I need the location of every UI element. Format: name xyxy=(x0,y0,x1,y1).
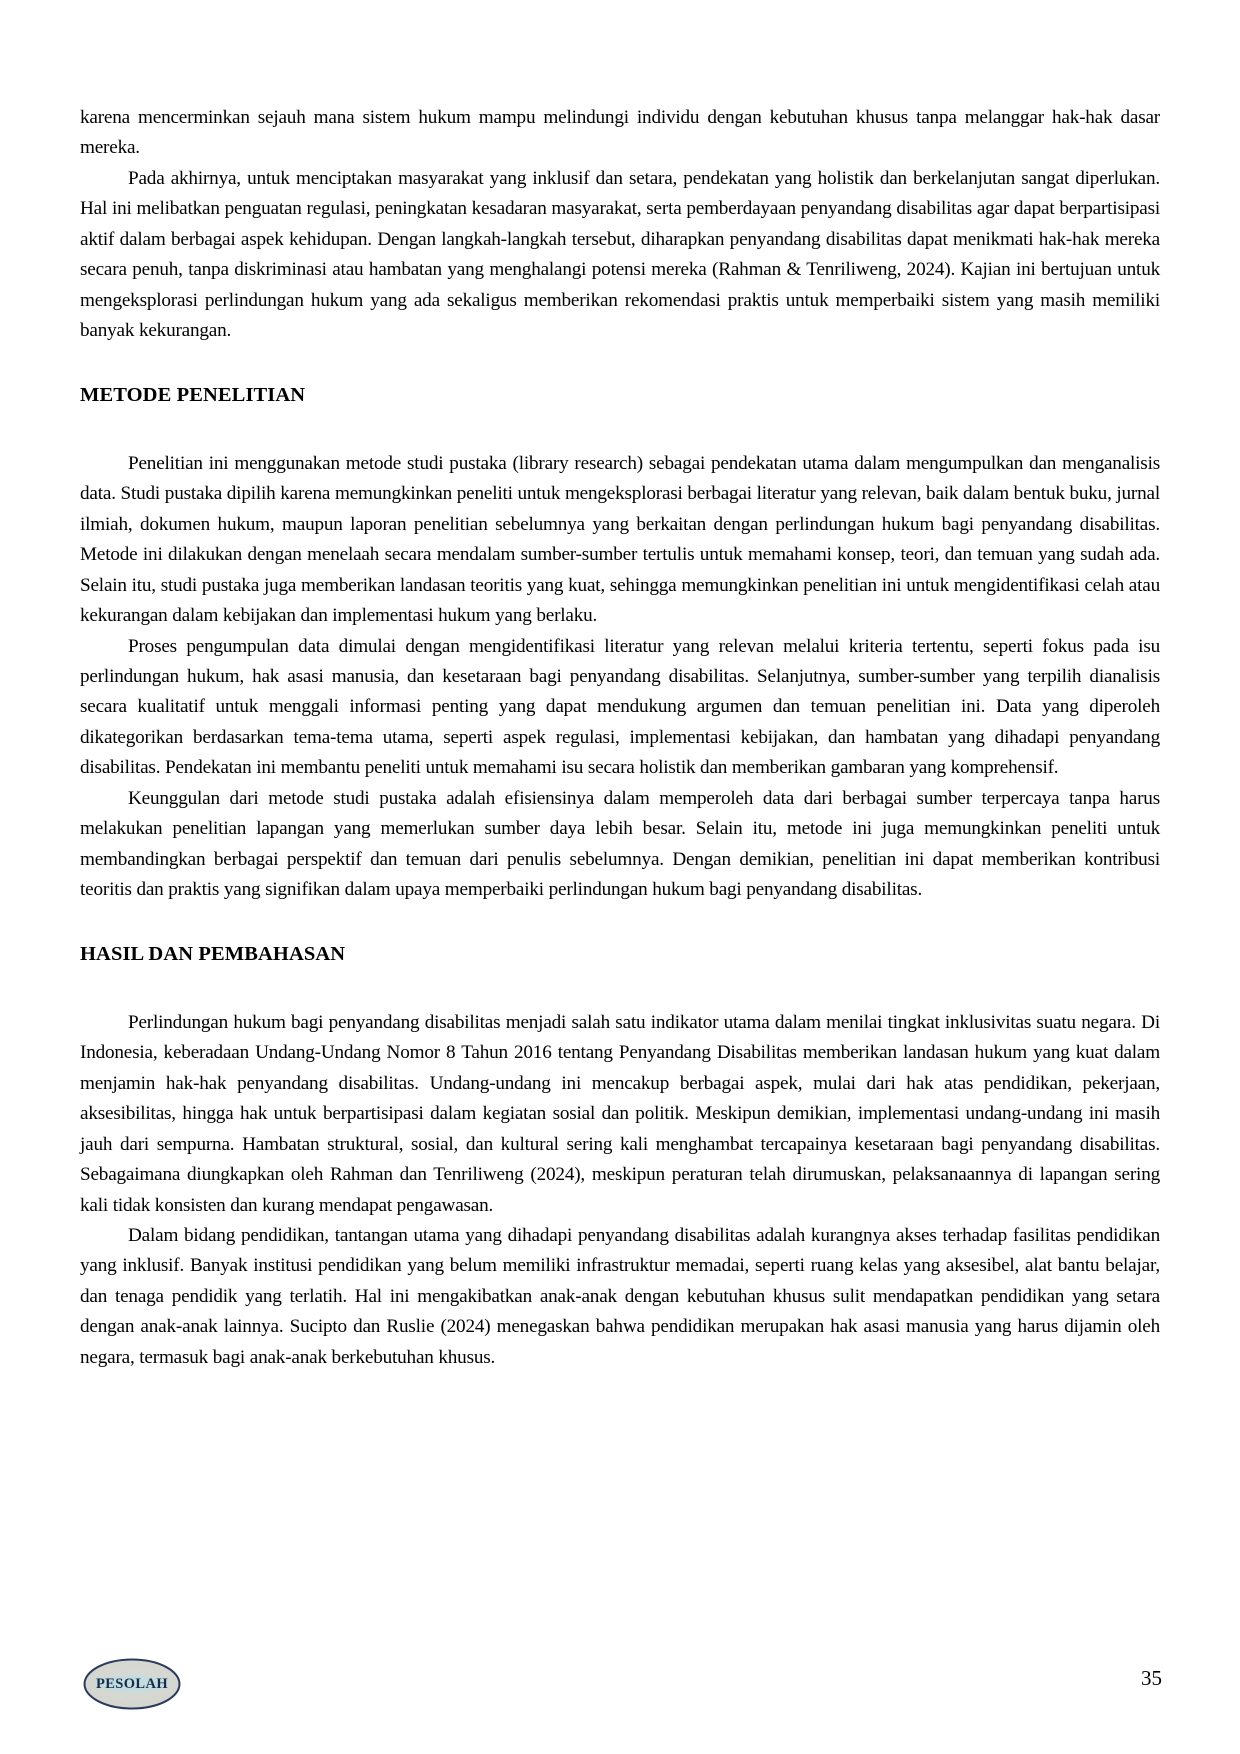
paragraph: Keunggulan dari metode studi pustaka adalah efisiensinya dalam memperoleh data dari berbagai sumber terpercaya tanpa harus melakukan penelitian lapangan yang memerlukan sumber daya lebih besar. Selain itu, metode ini juga memungkinkan peneliti untuk membandingkan berbagai perspektif dan temuan dari penulis sebelumnya. Dengan demikian, penelitian ini dapat memberikan kontribusi teoritis dan praktis yang signifikan dalam upaya memperbaiki perlindungan hukum bagi penyandang disabilitas. xyxy=(80,787,1160,900)
logo-wordmark: PESOLAH xyxy=(95,1675,169,1692)
paragraph: Proses pengumpulan data dimulai dengan mengidentifikasi literatur yang relevan melalui kriteria tertentu, seperti fokus pada isu perlindungan hukum, hak asasi manusia, dan kesetaraan bagi penyandang disabilitas. Selanjutnya, sumber-sumber yang terpilih dianalisis secara kualitatif untuk menggali informasi penting yang dapat mendukung argumen dan temuan penelitian ini. Data yang diperoleh dikategorikan berdasarkan tema-tema utama, seperti aspek regulasi, implementasi kebijakan, dan hambatan yang dihadapi penyandang disabilitas. Pendekatan ini membantu peneliti untuk memahami isu secara holistik dan memberikan gambaran yang komprehensif. xyxy=(80,635,1160,779)
spacer xyxy=(80,905,1160,941)
paragraph: Perlindungan hukum bagi penyandang disabilitas menjadi salah satu indikator utama dalam menilai tingkat inklusivitas suatu negara. Di Indonesia, keberadaan Undang-Undang Nomor 8 Tahun 2016 tentang Penyandang Disabilitas memberikan landasan hukum yang kuat dalam menjamin hak-hak penyandang disabilitas. Undang-undang ini mencakup berbagai aspek, mulai dari hak atas pendidikan, pekerjaan, aksesibilitas, hingga hak untuk berpartisipasi dalam kegiatan sosial dan politik. Meskipun demikian, implementasi undang-undang ini masih jauh dari sempurna. Hambatan struktural, sosial, dan kultural sering kali menghambat tercapainya kesetaraan bagi penyandang disabilitas. Sebagaimana diungkapkan oleh Rahman dan Tenriliweng (2024), meskipun peraturan telah dirumuskan, pelaksanaannya di lapangan sering kali tidak konsisten dan kurang mendapat pengawasan. xyxy=(80,1011,1160,1216)
spacer xyxy=(80,346,1160,382)
pesolah-logo xyxy=(82,1658,182,1710)
page-content xyxy=(80,103,1160,1373)
page-footer xyxy=(0,1654,1240,1754)
spacer xyxy=(80,409,1160,449)
section-heading-metode-penelitian: METODE PENELITIAN xyxy=(80,384,306,407)
paragraph: Pada akhirnya, untuk menciptakan masyarakat yang inklusif dan setara, pendekatan yang holistik dan berkelanjutan sangat diperlukan. Hal ini melibatkan penguatan regulasi, peningkatan kesadaran masyarakat, serta pemberdayaan penyandang disabilitas agar dapat berpartisipasi aktif dalam berbagai aspek kehidupan. Dengan langkah-langkah tersebut, diharapkan penyandang disabilitas dapat menikmati hak-hak mereka secara penuh, tanpa diskriminasi atau hambatan yang menghalangi potensi mereka (Rahman & Tenriliweng, 2024). Kajian ini bertujuan untuk mengeksplorasi perlindungan hukum yang ada sekaligus memberikan rekomendasi praktis untuk memperbaiki sistem yang masih memiliki banyak kekurangan. xyxy=(80,167,1160,341)
logo-oval-icon xyxy=(82,1658,182,1710)
paragraph-continuation: karena mencerminkan sejauh mana sistem hukum mampu melindungi individu dengan kebutuhan khusus tanpa melanggar hak-hak dasar mereka. xyxy=(80,107,1160,159)
paragraph: Penelitian ini menggunakan metode studi pustaka (library research) sebagai pendekatan utama dalam mengumpulkan dan menganalisis data. Studi pustaka dipilih karena memungkinkan peneliti untuk mengeksplorasi berbagai literatur yang relevan, baik dalam bentuk buku, jurnal ilmiah, dokumen hukum, maupun laporan penelitian sebelumnya yang berkaitan dengan perlindungan hukum bagi penyandang disabilitas. Metode ini dilakukan dengan menelaah secara mendalam sumber-sumber tertulis untuk memahami konsep, teori, dan temuan yang sudah ada. Selain itu, studi pustaka juga memberikan landasan teoritis yang kuat, sehingga memungkinkan penelitian ini untuk mengidentifikasi celah atau kekurangan dalam kebijakan dan implementasi hukum yang berlaku. xyxy=(80,453,1160,627)
page-number: 35 xyxy=(1141,1666,1162,1690)
paragraph: Dalam bidang pendidikan, tantangan utama yang dihadapi penyandang disabilitas adalah kurangnya akses terhadap fasilitas pendidikan yang inklusif. Banyak institusi pendidikan yang belum memiliki infrastruktur memadai, seperti ruang kelas yang aksesibel, alat bantu belajar, dan tenaga pendidik yang terlatih. Hal ini mengakibatkan anak-anak dengan kebutuhan khusus sulit mendapatkan pendidikan yang setara dengan anak-anak lainnya. Sucipto dan Ruslie (2024) menegaskan bahwa pendidikan merupakan hak asasi manusia yang harus dijamin oleh negara, termasuk bagi anak-anak berkebutuhan khusus. xyxy=(80,1224,1160,1368)
section-heading-hasil-dan-pembahasan: HASIL DAN PEMBAHASAN xyxy=(80,943,346,966)
spacer xyxy=(80,968,1160,1008)
